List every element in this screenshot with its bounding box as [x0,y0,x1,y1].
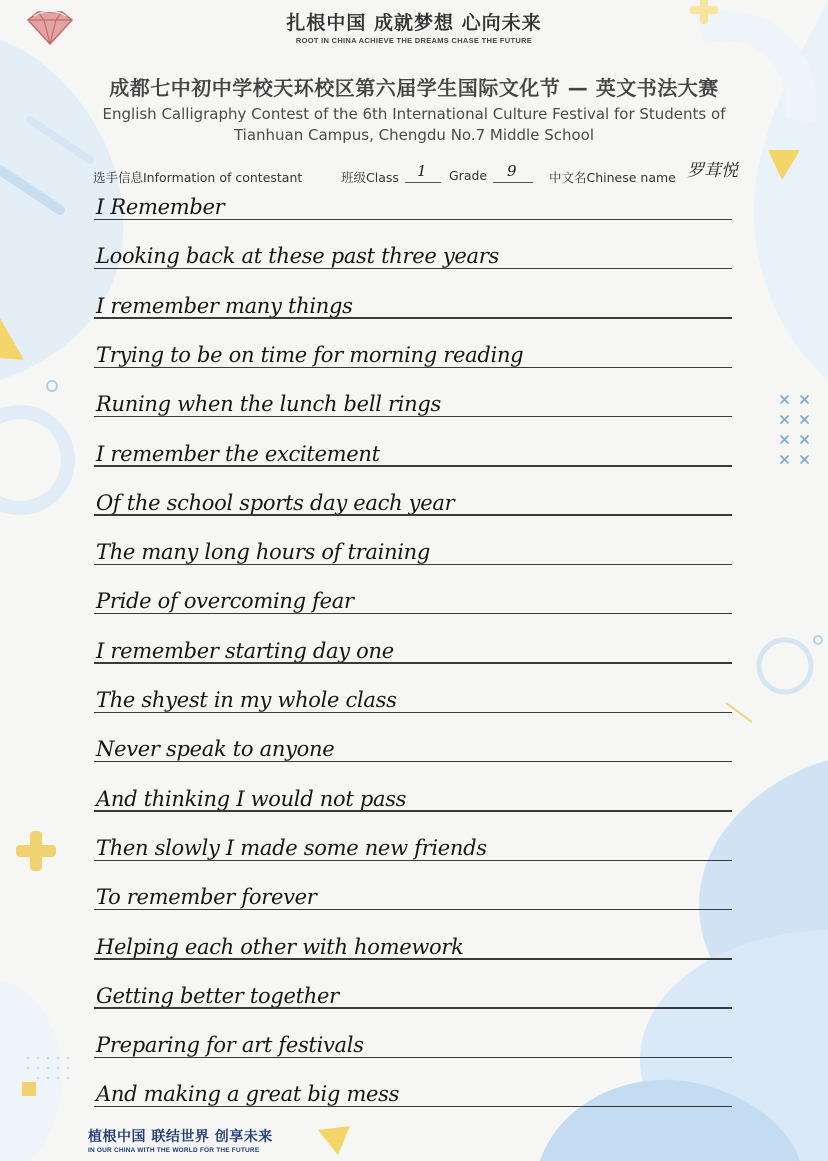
handwriting-text: Trying to be on time for morning reading [96,342,524,367]
handwriting-line [94,328,732,368]
ruled-line [94,860,732,861]
handwriting-text: I remember many things [96,293,353,318]
handwriting-text: I Remember [96,195,225,219]
bottom-slogan-chinese: 植根中国 联结世界 创享未来 [88,1129,273,1145]
handwriting-text: Helping each other with homework [96,934,464,959]
ruled-line [94,268,732,269]
handwriting-line [94,180,732,220]
handwriting-line [94,821,732,861]
ruled-line [94,613,732,614]
ruled-line [94,909,732,910]
handwriting-line [94,229,732,269]
handwriting-text: Runing when the lunch bell rings [96,392,442,417]
ruled-line [94,367,732,368]
handwriting-line [94,969,732,1009]
ruled-line [94,219,732,220]
grade-value: 9 [507,162,517,180]
handwriting-line [94,377,732,417]
top-slogan-english: ROOT IN CHINA ACHIEVE THE DREAMS CHASE THE FUTURE [295,36,533,45]
handwriting-text: Then slowly I made some new friends [96,835,487,860]
ruled-line [94,761,732,762]
chinese-name-label: 中文名Chinese name [549,170,676,185]
ruled-line [94,662,732,663]
handwriting-line [94,476,732,516]
handwriting-text: Of the school sports day each year [96,490,455,515]
ruled-line [94,514,732,515]
handwriting-line [94,1018,732,1058]
handwriting-line [94,1067,732,1107]
grade-label: Grade [449,168,488,183]
contestant-info-label: 选手信息Information of contestant [93,170,303,185]
handwriting-text: The many long hours of training [96,540,431,565]
ruled-line [94,958,732,959]
class-label: 班级Class [341,170,399,185]
handwriting-text: The shyest in my whole class [96,688,397,712]
handwriting-text: Never speak to anyone [96,737,335,762]
ruled-line [94,1106,732,1107]
handwriting-line [94,279,732,319]
contest-title-english-line-2: Tianhuan Campus, Chengdu No.7 Middle School [233,126,595,144]
handwriting-text: And making a great big mess [96,1082,400,1107]
handwriting-line [94,427,732,467]
ruled-line [94,1007,732,1008]
handwriting-text: To remember forever [96,885,317,910]
handwriting-line [94,673,732,713]
ruled-line [94,712,732,713]
handwriting-line [94,722,732,762]
handwriting-line [94,920,732,960]
handwriting-text: I remember the excitement [96,441,380,466]
handwriting-text: Pride of overcoming fear [96,589,354,614]
handwriting-text: Looking back at these past three years [96,244,499,269]
handwriting-line [94,624,732,664]
handwriting-line [94,525,732,565]
handwriting-text: Preparing for art festivals [96,1033,364,1058]
ruled-line [94,416,732,417]
handwriting-text: I remember starting day one [96,638,394,663]
handwriting-text: Getting better together [96,983,339,1008]
ruled-line [94,465,732,466]
handwriting-line [94,772,732,812]
contest-title-chinese: 成都七中初中学校天环校区第六届学生国际文化节 — 英文书法大赛 [109,76,719,100]
top-slogan-chinese: 扎根中国 成就梦想 心向未来 [286,12,542,34]
chinese-name-value: 罗茸悦 [687,161,738,181]
ruled-line [94,317,732,318]
handwriting-line [94,870,732,910]
bottom-slogan [88,1126,273,1154]
ruled-line [94,564,732,565]
ruled-line [94,1057,732,1058]
class-value: 1 [417,162,427,180]
handwriting-text: And thinking I would not pass [96,786,407,811]
bottom-slogan-english: IN OUR CHINA WITH THE WORLD FOR THE FUTURE [88,1147,260,1154]
handwriting-line [94,574,732,614]
contest-title-english-line-1: English Calligraphy Contest of the 6th International Culture Festival for Students of [102,105,726,123]
ruled-line [94,810,732,811]
